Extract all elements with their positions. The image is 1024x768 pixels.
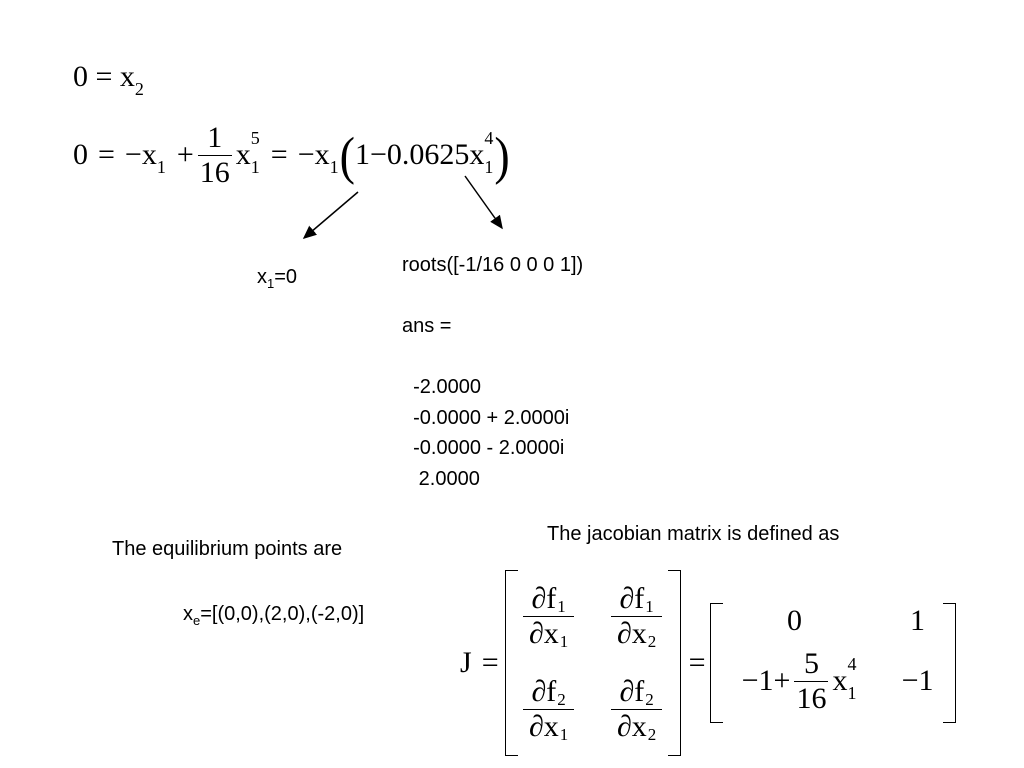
r1c1-cell: [710, 603, 880, 639]
right-bracket: [668, 570, 681, 756]
eq2-minus: −: [124, 138, 142, 171]
partial-symbol: ∂: [616, 617, 632, 650]
eq1-x: x: [119, 60, 135, 93]
eq2-sub: 1: [156, 157, 166, 177]
eq2-x1-pow5: [235, 128, 260, 177]
index-2: 2: [647, 632, 657, 651]
jacobian-equation: [460, 570, 956, 756]
f-symbol: f: [546, 582, 557, 615]
r2c1-exp: 4: [847, 654, 857, 674]
index-2: 2: [645, 690, 654, 709]
eq2-x-c: x: [314, 138, 330, 171]
right-bracket: [943, 603, 956, 723]
partial-symbol: ∂: [528, 617, 544, 650]
eq2-frac-denominator: 16: [199, 155, 230, 189]
matlab-root-1: -2.0000: [402, 376, 481, 398]
eq1-subscript: 2: [134, 79, 144, 99]
index-2: 2: [647, 725, 657, 744]
partial-symbol: ∂: [528, 710, 544, 743]
eq2-sub-d: 1: [484, 157, 494, 177]
eq2-x1: [141, 138, 166, 177]
matlab-root-4: 2.0000: [402, 467, 480, 490]
r2c1-frac-numerator: 5: [803, 646, 819, 680]
r2c2: −1: [901, 664, 934, 697]
f-symbol: f: [634, 675, 645, 708]
root-x: x: [257, 266, 267, 288]
equation-x2-zero: [73, 60, 144, 99]
partial-symbol: ∂: [531, 582, 547, 615]
matlab-command: roots([-1/16 0 0 0 1]): [402, 254, 584, 276]
index-1: 1: [557, 597, 566, 616]
eq2-exp4: 4: [484, 128, 494, 148]
partial-symbol: ∂: [531, 675, 547, 708]
f-symbol: f: [634, 582, 645, 615]
equilibrium-value: =[(0,0),(2,0),(-2,0)]: [200, 603, 365, 625]
left-bracket: [505, 570, 518, 756]
equilibrium-points: [183, 603, 364, 628]
left-bracket: [710, 603, 723, 723]
index-1: 1: [645, 597, 654, 616]
equilibrium-x: x: [183, 603, 193, 625]
index-1: 1: [559, 632, 569, 651]
j11-cell: [505, 570, 593, 663]
eq2-minus-3: −: [369, 138, 387, 171]
jacobian-evaluated-matrix: [710, 603, 956, 723]
partial-symbol: ∂: [619, 675, 635, 708]
root-value: =0: [274, 266, 298, 288]
matlab-output: [402, 250, 583, 494]
r2c1-cell: [710, 639, 880, 723]
eq2-sub-c: 1: [329, 157, 339, 177]
matlab-ans-label: ans =: [402, 315, 452, 337]
jacobian-symbolic-matrix: [505, 570, 681, 756]
index-2: 2: [557, 690, 566, 709]
eq2-sub-b: 1: [250, 157, 260, 177]
r1c2: 1: [910, 604, 926, 637]
eq2-plus: +: [176, 138, 194, 171]
eq2-x-b: x: [235, 138, 251, 171]
eq2-equals-2: =: [270, 138, 288, 171]
index-1: 1: [559, 725, 569, 744]
x-symbol: x: [631, 617, 647, 650]
j21-cell: [505, 663, 593, 756]
x-symbol: x: [631, 710, 647, 743]
partial-symbol: ∂: [619, 582, 635, 615]
r2c1-var: [832, 654, 857, 703]
eq1-var: [119, 60, 144, 99]
eq2-exp5: 5: [250, 128, 260, 148]
jacobian-label: The jacobian matrix is defined as: [547, 523, 840, 545]
r2c1-fraction: [794, 647, 828, 716]
eq2-x1-c: [314, 138, 339, 177]
r2c1-prefix: −1+: [741, 664, 791, 697]
eq2-lhs: 0: [73, 138, 88, 171]
arrow-left: [304, 192, 358, 238]
eq1-lhs: 0: [73, 60, 88, 93]
r2c1-sub: 1: [847, 683, 857, 703]
matlab-root-3: -0.0000 - 2.0000i: [402, 437, 565, 459]
eq2-equals: =: [98, 138, 115, 171]
r2c1-x: x: [832, 664, 848, 697]
equation-x1-dynamics: [73, 112, 510, 198]
root-sub: 1: [267, 276, 275, 291]
eq1-equals: =: [95, 60, 113, 93]
eq2-coef-term: [386, 128, 494, 177]
equilibrium-sub: e: [193, 613, 201, 628]
x-symbol: x: [543, 617, 559, 650]
eq2-minus-2: −: [297, 138, 315, 171]
r1c1: 0: [787, 604, 803, 637]
f-symbol: f: [546, 675, 557, 708]
eq2-one: 1: [354, 138, 370, 171]
equilibrium-label: The equilibrium points are: [112, 538, 343, 560]
eq2-left-paren: (: [339, 125, 355, 185]
jacobian-equals-2: =: [688, 646, 706, 679]
root-x1-zero: [257, 266, 297, 291]
x-symbol: x: [543, 710, 559, 743]
jacobian-symbol: J: [460, 646, 472, 679]
eq2-coef: 0.0625x: [386, 138, 485, 171]
r2c1-frac-denominator: 16: [796, 681, 827, 715]
matlab-root-2: -0.0000 + 2.0000i: [402, 406, 570, 429]
eq2-fraction: [198, 121, 232, 190]
eq2-x: x: [141, 138, 157, 171]
eq2-right-paren: ): [494, 125, 510, 185]
jacobian-equals: =: [481, 646, 499, 679]
eq2-frac-numerator: 1: [207, 120, 223, 154]
partial-symbol: ∂: [616, 710, 632, 743]
